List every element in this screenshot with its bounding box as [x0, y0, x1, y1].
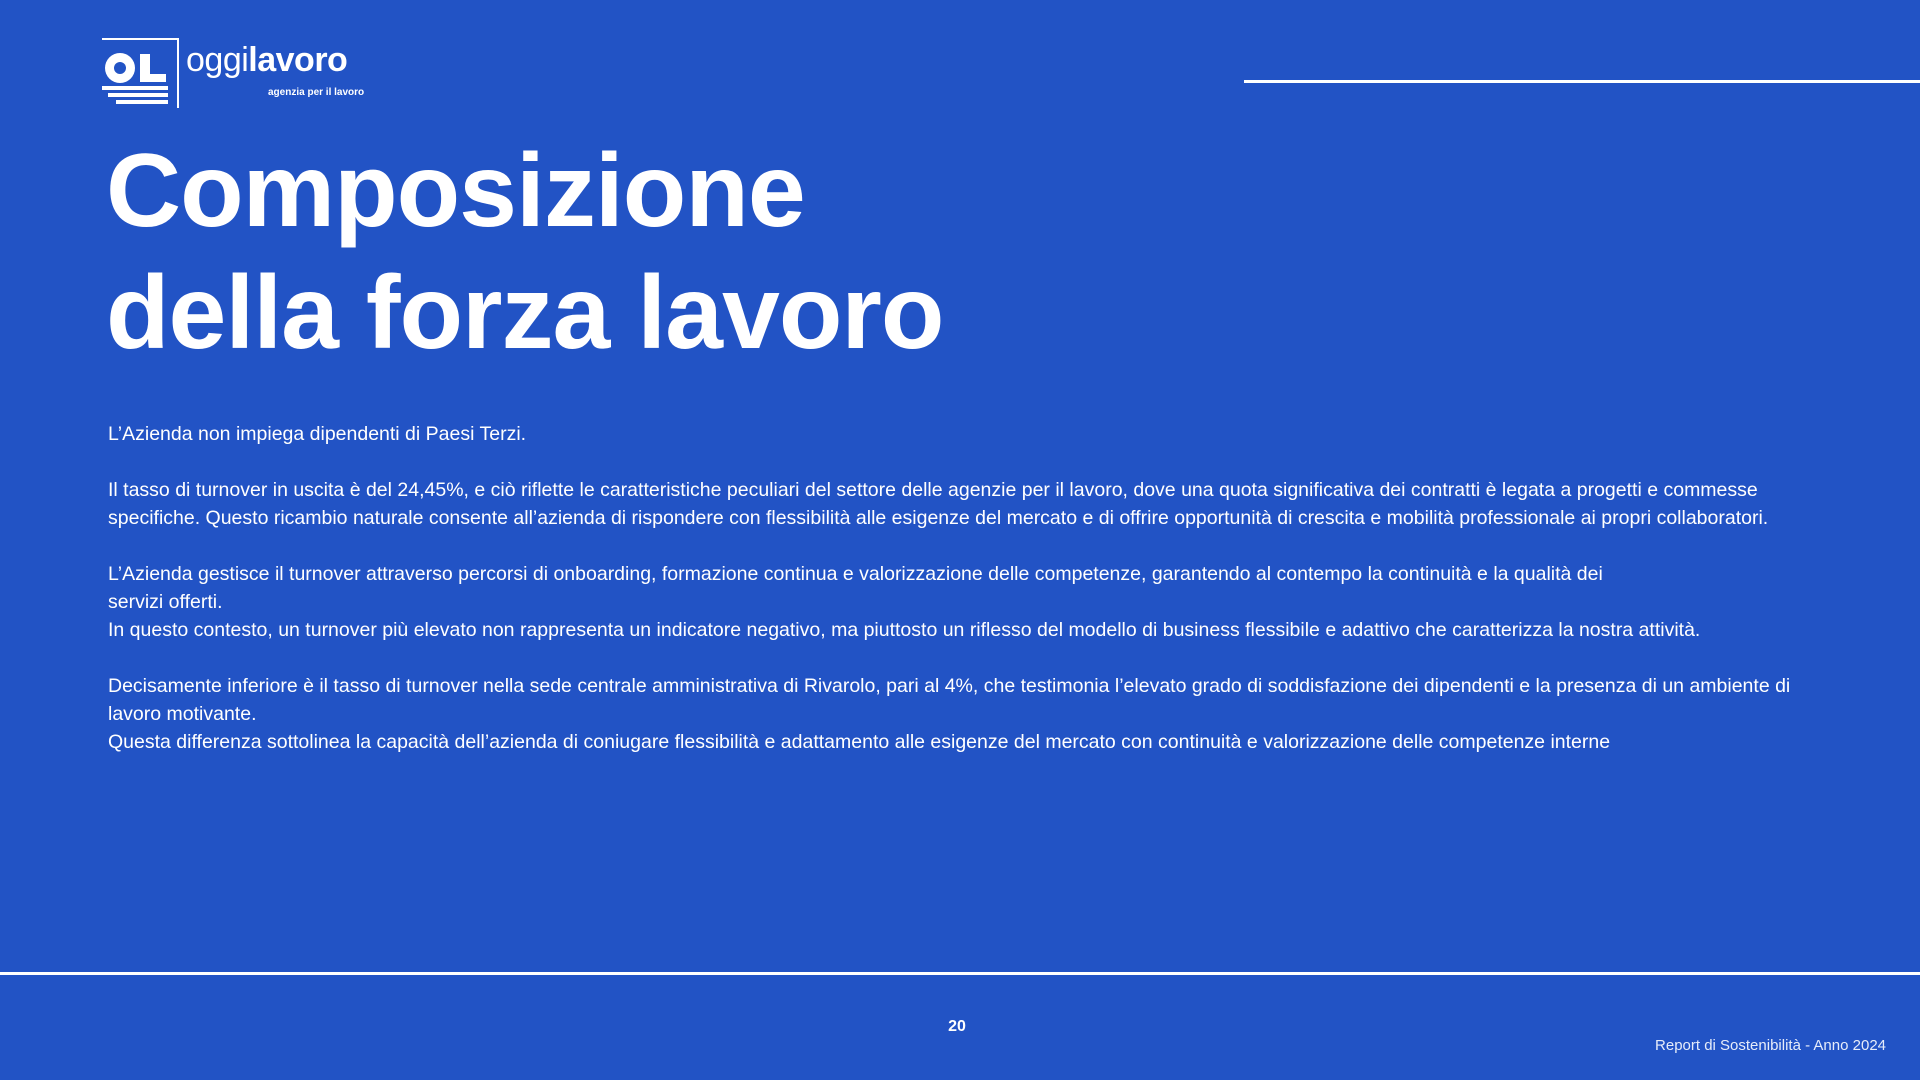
- report-label: Report di Sostenibilità - Anno 2024: [1655, 1037, 1886, 1054]
- paragraph-line: servizi offerti.: [108, 591, 223, 613]
- paragraph-line: L’Azienda non impiega dipendenti di Paesi Terzi.: [108, 423, 527, 445]
- logo-wordmark: [186, 40, 347, 80]
- paragraph-line: Decisamente inferiore è il tasso di turnover nella sede centrale amministrativa di Rivarolo, pari al 4%, che testimonia l’elevato grado di soddisfazione dei dipendenti e la presenza di un ambiente di lavoro motivante.: [108, 675, 1791, 725]
- footer-divider: [0, 972, 1920, 975]
- logo-text-light: oggi: [186, 41, 249, 79]
- paragraph: [108, 672, 1818, 756]
- title-line-2: della forza lavoro: [106, 255, 944, 371]
- paragraph-line: In questo contesto, un turnover più elevato non rappresenta un indicatore negativo, ma piuttosto un riflesso del modello di business flessibile e adattivo che caratterizza la nostra attività.: [108, 619, 1701, 641]
- body-text: [108, 420, 1818, 784]
- paragraph: [108, 560, 1818, 644]
- paragraph-line: Il tasso di turnover in uscita è del 24,45%, e ciò riflette le caratteristiche peculiari del settore delle agenzie per il lavoro, dove una quota significativa dei contratti è legata a progetti e commesse specifiche. Questo ricambio naturale consente all’azienda di rispondere con flessibilità alle esigenze del mercato e di offrire opportunità di crescita e mobilità professionale ai propri collaboratori.: [108, 479, 1769, 529]
- page-number: 20: [948, 1018, 966, 1035]
- paragraph: [108, 476, 1818, 532]
- company-logo: [100, 36, 390, 110]
- header-divider: [1244, 80, 1920, 83]
- paragraph-line: Questa differenza sottolinea la capacità dell’azienda di coniugare flessibilità e adattamento alle esigenze del mercato con continuità e valorizzazione delle competenze interne: [108, 731, 1611, 753]
- paragraph: [108, 420, 1818, 448]
- logo-tagline: agenzia per il lavoro: [268, 87, 365, 98]
- page-title: [106, 130, 943, 374]
- logo-mark-icon: [100, 36, 182, 110]
- title-line-1: Composizione: [106, 133, 805, 249]
- paragraph-line: L’Azienda gestisce il turnover attraverso percorsi di onboarding, formazione continua e valorizzazione delle competenze, garantendo al contempo la continuità e la qualità dei: [108, 563, 1603, 585]
- logo-text-bold: lavoro: [248, 41, 348, 79]
